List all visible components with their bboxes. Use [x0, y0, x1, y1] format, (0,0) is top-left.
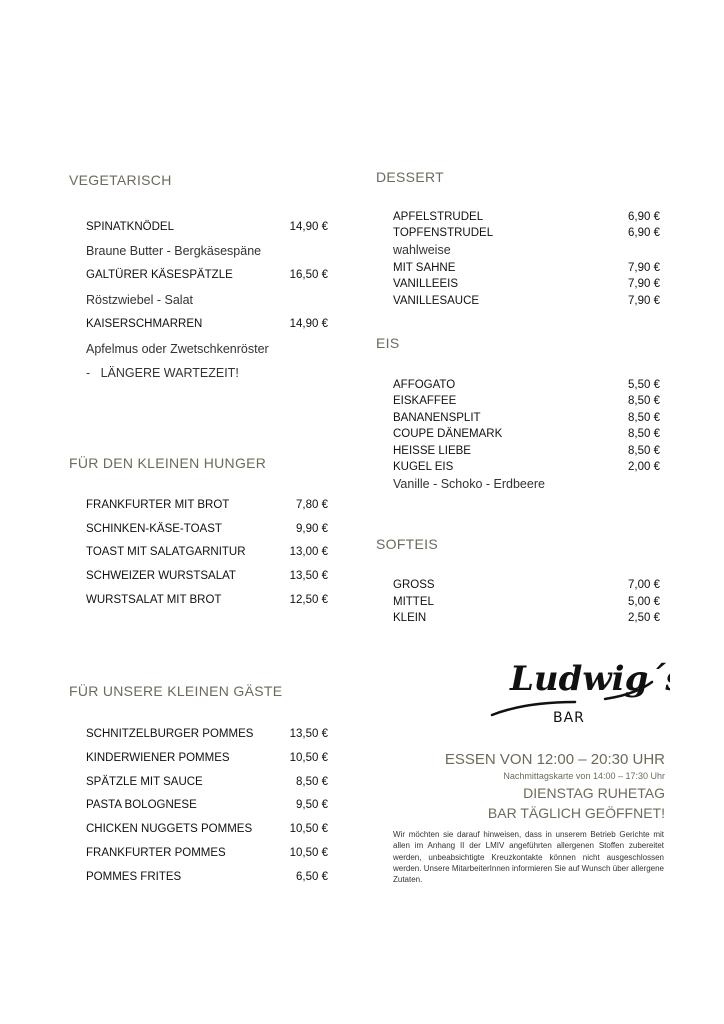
menu-item-note: Braune Butter - Bergkäsespäne: [86, 244, 262, 258]
menu-item-price: 7,90 €: [628, 278, 660, 290]
menu-item-name: MITTEL: [393, 596, 434, 608]
menu-item-name: KINDERWIENER POMMES: [86, 752, 230, 764]
section-title-eis: EIS: [376, 335, 400, 351]
menu-item-name: MIT SAHNE: [393, 262, 456, 274]
menu-item-name: COUPE DÄNEMARK: [393, 428, 503, 440]
menu-item-price: 14,90 €: [289, 221, 328, 233]
menu-item-note: Röstzwiebel - Salat: [86, 293, 193, 307]
menu-item-name: POMMES FRITES: [86, 871, 182, 883]
menu-item-name: PASTA BOLOGNESE: [86, 799, 197, 811]
menu-item-name: FRANKFURTER POMMES: [86, 847, 226, 859]
menu-item-price: 7,90 €: [628, 262, 660, 274]
menu-item-name: VANILLESAUCE: [393, 295, 480, 307]
menu-item-name: TOPFENSTRUDEL: [393, 227, 494, 239]
menu-item-note: Apfelmus oder Zwetschkenröster: [86, 342, 269, 356]
menu-item-note: wahlweise: [393, 243, 451, 257]
menu-item-price: 14,90 €: [289, 318, 328, 330]
menu-item-price: 12,50 €: [289, 594, 328, 606]
menu-item-name: SPÄTZLE MIT SAUCE: [86, 776, 203, 788]
section-title-kleiner-hunger: FÜR DEN KLEINEN HUNGER: [69, 455, 267, 471]
menu-item-price: 16,50 €: [289, 269, 328, 281]
menu-item-price: 7,00 €: [628, 579, 660, 591]
menu-item-price: 13,00 €: [289, 546, 328, 558]
logo-script: Ludwig´s: [510, 659, 670, 699]
menu-item-name: SCHINKEN-KÄSE-TOAST: [86, 523, 222, 535]
menu-item-name: AFFOGATO: [393, 379, 456, 391]
menu-item-name: FRANKFURTER MIT BROT: [86, 499, 230, 511]
section-title-dessert: DESSERT: [376, 169, 444, 185]
menu-item-price: 8,50 €: [628, 395, 660, 407]
menu-item-price: 6,50 €: [296, 871, 328, 883]
menu-item-price: 7,90 €: [628, 295, 660, 307]
menu-item-price: 2,00 €: [628, 461, 660, 473]
ludwigs-bar-logo: [480, 652, 670, 732]
section-title-softeis: SOFTEIS: [376, 536, 438, 552]
menu-item-price: 10,50 €: [289, 752, 328, 764]
menu-item-price: 6,90 €: [628, 227, 660, 239]
menu-item-price: 13,50 €: [289, 570, 328, 582]
menu-item-price: 8,50 €: [628, 445, 660, 457]
logo-graphic: [480, 652, 670, 732]
menu-item-name: TOAST MIT SALATGARNITUR: [86, 546, 246, 558]
menu-item-price: 9,50 €: [296, 799, 328, 811]
menu-item-price: 8,50 €: [628, 428, 660, 440]
menu-item-price: 13,50 €: [289, 728, 328, 740]
menu-item-name: GROSS: [393, 579, 435, 591]
bar-open: BAR TÄGLICH GEÖFFNET!: [487, 805, 665, 821]
menu-item-name: VANILLEEIS: [393, 278, 458, 290]
menu-item-price: 6,90 €: [628, 211, 660, 223]
menu-item-name: WURSTSALAT MIT BROT: [86, 594, 222, 606]
menu-item-note: Vanille - Schoko - Erdbeere: [393, 477, 545, 491]
menu-item-name: APFELSTRUDEL: [393, 211, 484, 223]
logo-sub: BAR: [553, 710, 585, 726]
allergen-disclaimer: Wir möchten sie darauf hinweisen, dass in unserem Betrieb Gerichte mit allen im Anhang II der LMIV angeführten allergenen Stoffen zubereitet werden, unbeabsichtigte Kreuzkontakte können nicht ausgeschlossen werden. Unsere MitarbeiterInnen informieren Sie auf Wunsch über allergene Zutaten.: [393, 830, 664, 885]
menu-item-price: 5,50 €: [628, 379, 660, 391]
rest-day: DIENSTAG RUHETAG: [523, 785, 665, 801]
menu-item-price: 2,50 €: [628, 612, 660, 624]
opening-hours: ESSEN VON 12:00 – 20:30 UHR: [444, 751, 665, 768]
menu-item-note: - LÄNGERE WARTEZEIT!: [86, 366, 239, 380]
menu-item-price: 10,50 €: [289, 823, 328, 835]
menu-item-name: GALTÜRER KÄSESPÄTZLE: [86, 269, 233, 281]
menu-item-price: 10,50 €: [289, 847, 328, 859]
menu-item-name: EISKAFFEE: [393, 395, 457, 407]
menu-item-name: KUGEL EIS: [393, 461, 454, 473]
afternoon-menu-hours: Nachmittagskarte von 14:00 – 17:30 Uhr: [503, 771, 665, 781]
menu-item-name: SCHNITZELBURGER POMMES: [86, 728, 254, 740]
menu-item-name: SCHWEIZER WURSTSALAT: [86, 570, 236, 582]
menu-item-price: 7,80 €: [296, 499, 328, 511]
menu-item-name: HEISSE LIEBE: [393, 445, 471, 457]
menu-item-name: KLEIN: [393, 612, 427, 624]
menu-item-name: SPINATKNÖDEL: [86, 221, 174, 233]
menu-item-name: KAISERSCHMARREN: [86, 318, 203, 330]
menu-item-price: 8,50 €: [628, 412, 660, 424]
menu-item-name: BANANENSPLIT: [393, 412, 481, 424]
menu-item-price: 8,50 €: [296, 776, 328, 788]
menu-item-price: 9,90 €: [296, 523, 328, 535]
section-title-vegetarisch: VEGETARISCH: [69, 172, 172, 188]
menu-item-name: CHICKEN NUGGETS POMMES: [86, 823, 253, 835]
menu-item-price: 5,00 €: [628, 596, 660, 608]
section-title-kleine-gaeste: FÜR UNSERE KLEINEN GÄSTE: [69, 683, 283, 699]
